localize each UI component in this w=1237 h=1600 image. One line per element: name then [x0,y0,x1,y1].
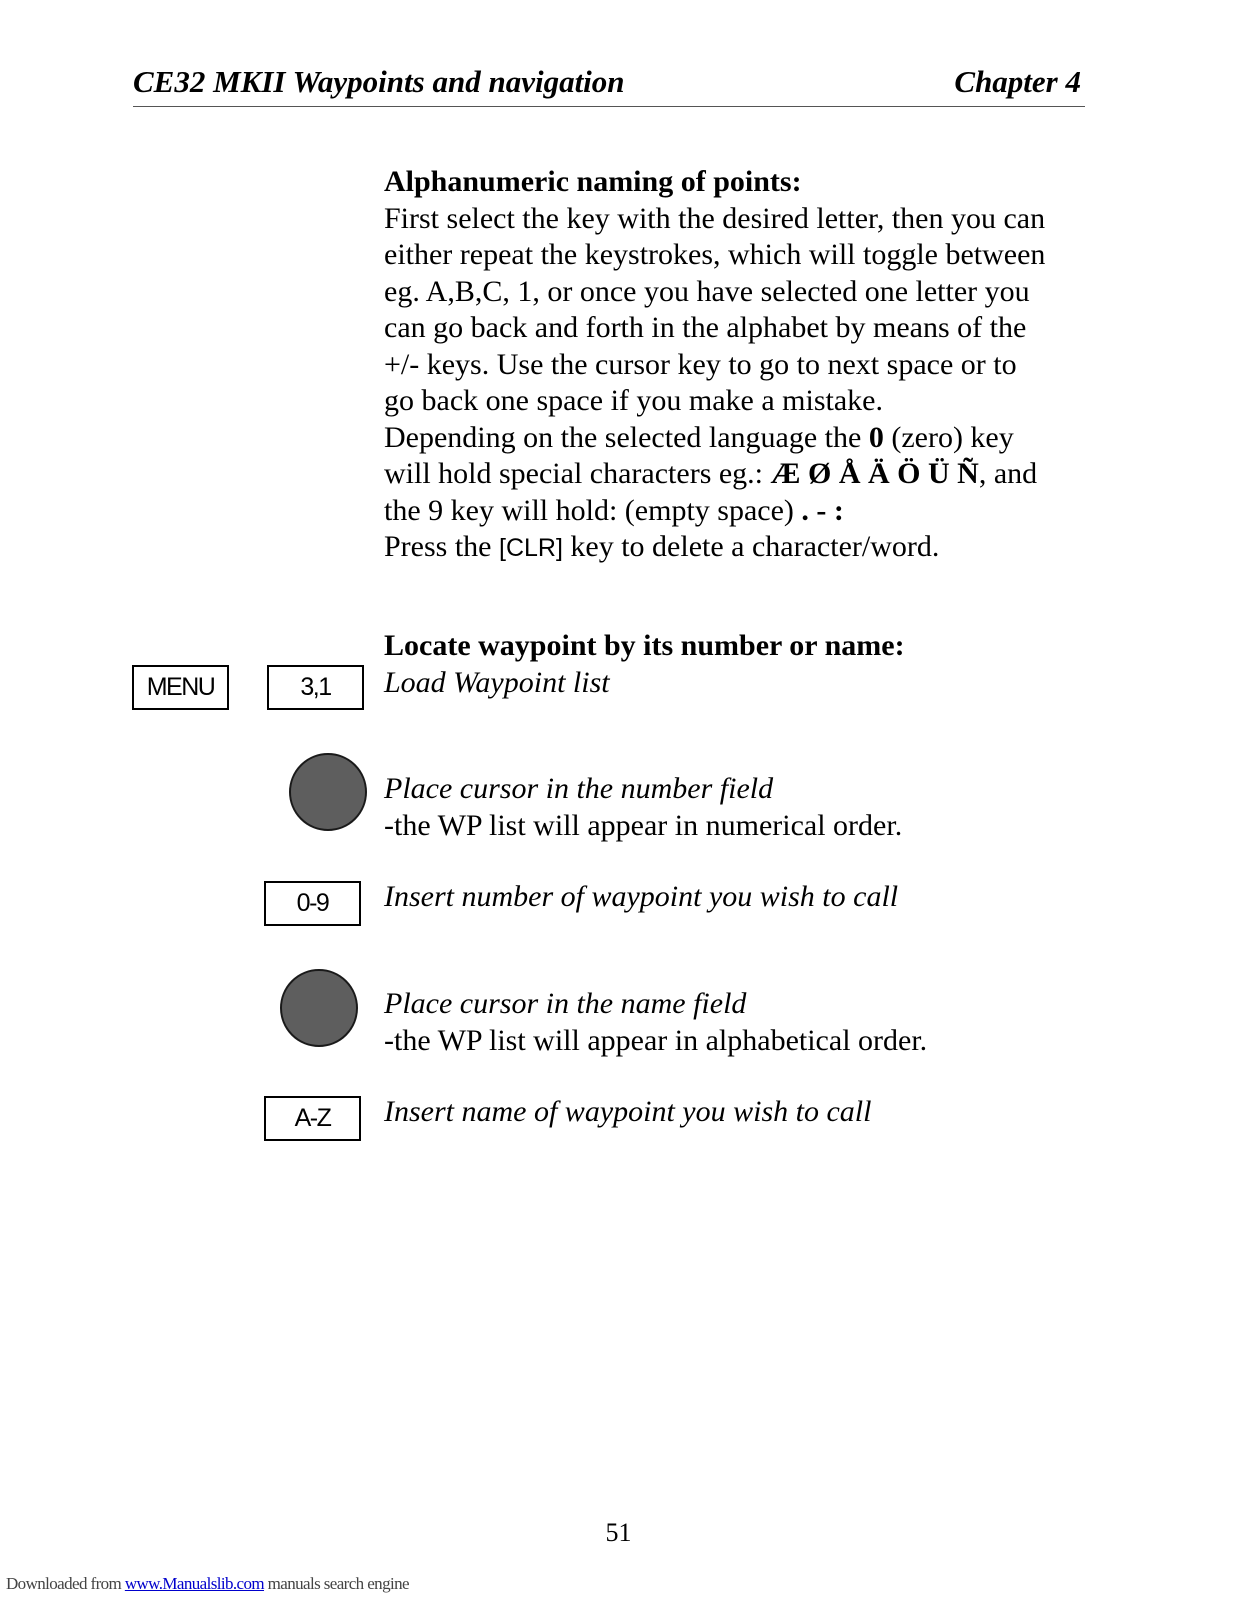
page-number: 51 [605,1518,632,1547]
text-fragment: Depending on the selected language the [384,420,869,454]
step-text: Place cursor in the number field [384,772,774,805]
menu-key: MENU [132,665,229,710]
paragraph-line: eg. A,B,C, 1, or once you have selected one letter you [384,274,1030,308]
step-text: Insert name of waypoint you wish to call [384,1095,872,1128]
paragraph-line [384,493,1104,530]
header-chapter: Chapter 4 [954,64,1081,99]
step-note: -the WP list will appear in numerical order. [384,808,903,842]
alphanumeric-section [384,164,1104,567]
paragraph-line: First select the key with the desired letter, then you can [384,201,1046,235]
step-insert-number [384,879,1104,916]
step-number-field [384,771,1104,844]
paragraph-line: can go back and forth in the alphabet by means of the [384,311,1027,344]
paragraph-line: either repeat the keystrokes, which will toggle between [384,238,1046,271]
locate-section [384,628,1104,701]
paragraph-line [384,420,1104,457]
step-note: -the WP list will appear in alphabetical order. [384,1023,928,1057]
zero-key-label: 0 [868,420,884,454]
footer-prefix: Downloaded from [6,1574,125,1593]
cursor-knob-icon [280,969,358,1047]
header-title: CE32 MKII Waypoints and navigation [133,64,625,99]
text-fragment: key to delete a character/word. [562,530,940,563]
key-0-9: 0-9 [264,881,361,926]
clr-key-label: [CLR] [499,534,563,562]
paragraph-line: go back one space if you make a mistake. [384,384,883,417]
step-load-list: Load Waypoint list [384,665,610,699]
step-name-field [384,986,1104,1059]
key-3-1: 3,1 [267,665,364,710]
key-a-z: A-Z [264,1096,361,1141]
text-fragment: the 9 key will hold: (empty space) [384,493,802,527]
alphanumeric-heading: Alphanumeric naming of points: [384,165,802,198]
footer-suffix: manuals search engine [264,1574,409,1593]
nine-key-characters: . - : [801,493,844,527]
text-fragment: , and [978,457,1038,490]
step-text: Insert number of waypoint you wish to call [384,880,899,913]
text-fragment: will hold special characters eg.: [384,457,771,490]
step-insert-name [384,1094,1104,1131]
text-fragment: (zero) key [883,420,1014,454]
paragraph-line: +/- keys. Use the cursor key to go to next space or to [384,347,1017,381]
footer [6,1574,409,1594]
locate-heading: Locate waypoint by its number or name: [384,629,905,662]
step-text: Place cursor in the name field [384,987,747,1020]
cursor-knob-icon [289,753,367,831]
footer-link[interactable]: www.Manualslib.com [124,1574,265,1593]
paragraph-line [384,456,1104,493]
special-characters: Æ Ø Å Ä Ö Ü Ñ [770,457,979,490]
page-header [133,62,1085,107]
text-fragment: Press the [384,530,499,563]
paragraph-line [384,529,1104,567]
